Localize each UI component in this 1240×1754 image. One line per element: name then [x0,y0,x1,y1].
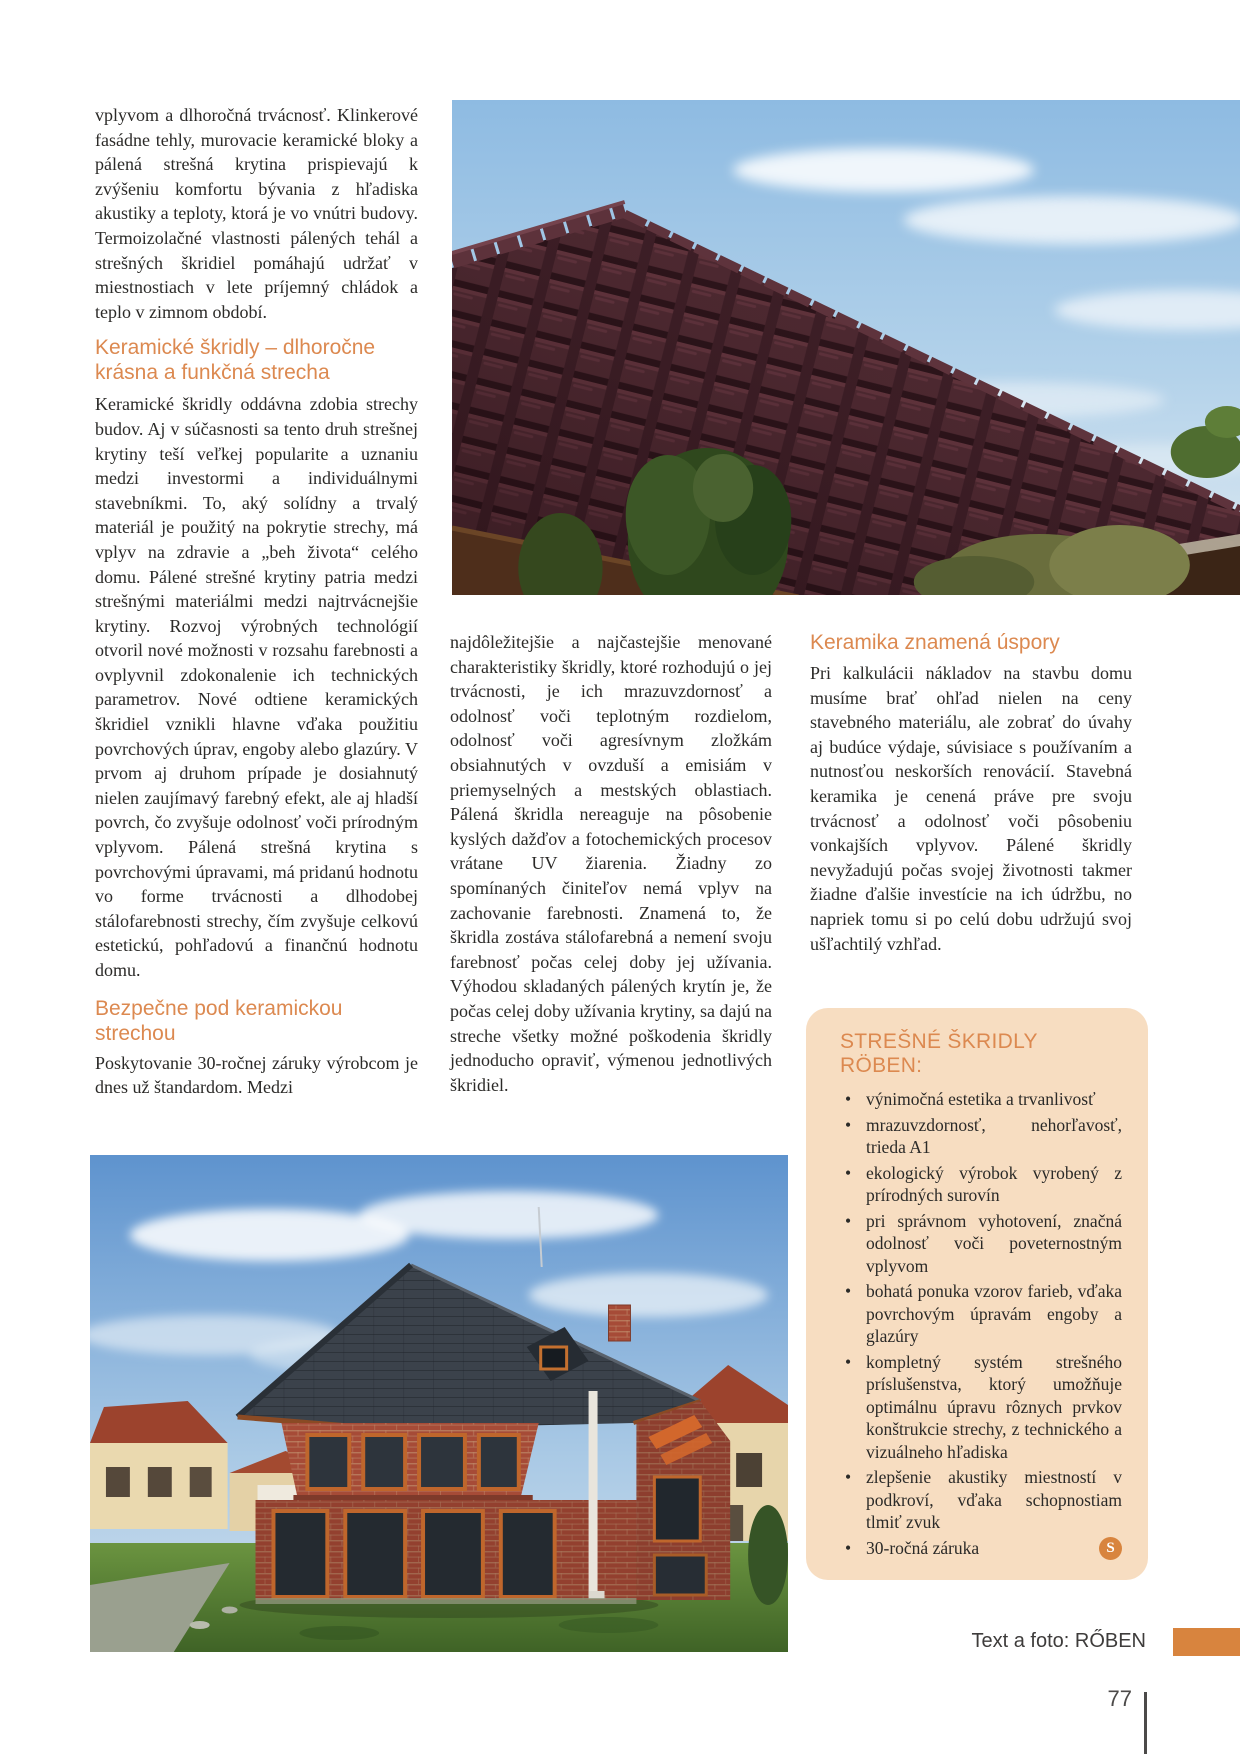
list-item: • kompletný systém strešného príslušenstva, ktorý umožňuje optimálnu úpravu rôznych prvkov konštrukcie strechy, z technického a vizuálneho hľadiska [836,1351,1122,1464]
text-column-1 [95,103,418,1100]
list-item: • zlepšenie akustiky miestností v podkroví, vďaka schopnostiam tlmiť zvuk [836,1466,1122,1534]
roben-info-box [806,1008,1148,1580]
roof-tiles-photo [452,100,1240,595]
list-item: • výnimočná estetika a trvanlivosť [836,1088,1122,1111]
info-box-heading: STREŠNÉ ŠKRIDLY RÖBEN: [840,1030,1038,1077]
list-item: • bohatá ponuka vzorov farieb, vďaka povrchovým úpravám engoby a glazúry [836,1280,1122,1348]
list-item: • pri správnom vyhotovení, značná odolnosť voči poveternostným vplyvom [836,1210,1122,1278]
photo-credit: Text a foto: RŐBEN [971,1630,1146,1652]
text-column-2 [450,630,772,1097]
section-heading-safe-roof: Bezpečne pod keramickou strechou [95,996,343,1045]
list-item-label: 30-ročná záruka [866,1537,980,1558]
list-item: • ekologický výrobok vyrobený z prírodných surovín [836,1162,1122,1207]
page-number-rule [1144,1692,1147,1754]
section-heading-savings: Keramika znamená úspory [810,631,1060,654]
intro-paragraph: vplyvom a dlhoročná trvácnosť. Klinkerové fasádne tehly, murovacie keramické bloky a pálená strešná krytina prispievajú k zvýšeniu komfortu bývania z hľadiska akustiky a teploty, ktorá je vo vnútri budovy. Termoizolačné vlastnosti pálených tehál a strešných škridiel pomáhajú udržať v miestnostiach v lete príjemný chládok a teplo v zimnom období. [95,105,418,322]
section-heading-ceramic-tiles: Keramické škridly – dlhoročne krásna a funkčná strecha [95,336,376,385]
credit-accent-bar [1173,1628,1240,1656]
list-item: • mrazuvzdornosť, nehorľavosť, trieda A1 [836,1114,1122,1159]
main-paragraph: Keramické škridly oddávna zdobia strechy budov. Aj v súčasnosti sa tento druh strešnej krytiny teší veľkej popularite a uznaniu medzi investormi a individuálnymi stavebníkmi. To, aký solídny a trvalý materiál je použitý na pokrytie strechy, má vplyv na zdravie a „beh života“ celého domu. Pálené strešné krytiny patria medzi strešnými materiálmi medzi najtrvácnejšie krytiny. Rozvoj výrobných technológií otvoril nové možnosti v rozsahu farebnosti a ovplyvnil zdokonalenie ich technických parametrov. Nové odtiene keramických škridiel vznikli hlavne vďaka použitiu povrchových úprav, engoby alebo glazúry. V prvom aj druhom prípade je dosiahnutý nielen zaujímavý farebný efekt, ale aj hladší povrch, čo zvyšuje odolnosť voči prírodným vplyvom. Pálená strešná krytina s povrchovými úpravami, má pridanú hodnotu vo forme trvácnosti a dlhodobej stálofarebnosti strechy, čím zvyšuje celkovú estetickú, pohľadovú a finančnú hodnotu domu. [95,394,418,980]
page-number: 77 [1107,1686,1132,1711]
durability-paragraph: najdôležitejšie a najčastejšie menované charakteristiky škridly, ktoré rozhodujú o jej trvácnosti, je ich mrazuvzdornosť a odolnosť voči teplotným rozdielom, odolnosť voči agresívnym zložkám obsiahnutých v ovzduší a emisiám v priemyselných a mestských oblastiach. Pálená škridla nereaguje na pôsobenie kyslých dažďov a fotochemických procesov vrátane UV žiarenia. Žiadny zo spomínaných činiteľov nemá vplyv na zachovanie farebnosti. Znamená to, že škridla zostáva stálofarebná a nemení svoju farebnosť počas celej doby jej užívania. Výhodou skladaných pálených krytín je, že počas celej doby užívania krytiny, sa dajú na streche všetky možné poškodenia škridly jednoducho opraviť, výmenou jednotlivých škridiel. [450,632,772,1095]
text-column-3 [810,630,1132,956]
list-item [836,1537,1122,1560]
info-box-list [836,1088,1122,1559]
brick-house-photo [90,1155,788,1652]
guarantee-paragraph: Poskytovanie 30-ročnej záruky výrobcom je dnes už štandardom. Medzi [95,1052,418,1098]
article-end-badge: S [1099,1537,1122,1560]
savings-paragraph: Pri kalkulácii nákladov na stavbu domu musíme brať ohľad nielen na ceny stavebného materiálu, ale zobrať do úvahy aj budúce výdaje, súvisiace s používaním a nutnosťou neskorších renovácií. Stavebná keramika je cenená práve pre svoju trvácnosť a odolnosť voči pôsobeniu vonkajších vplyvov. Pálené škridly nevyžadujú počas svojej životnosti takmer žiadne ďalšie investície na ich údržbu, no napriek tomu si po celú dobu udržujú svoj ušľachtilý vzhľad. [810,663,1132,954]
